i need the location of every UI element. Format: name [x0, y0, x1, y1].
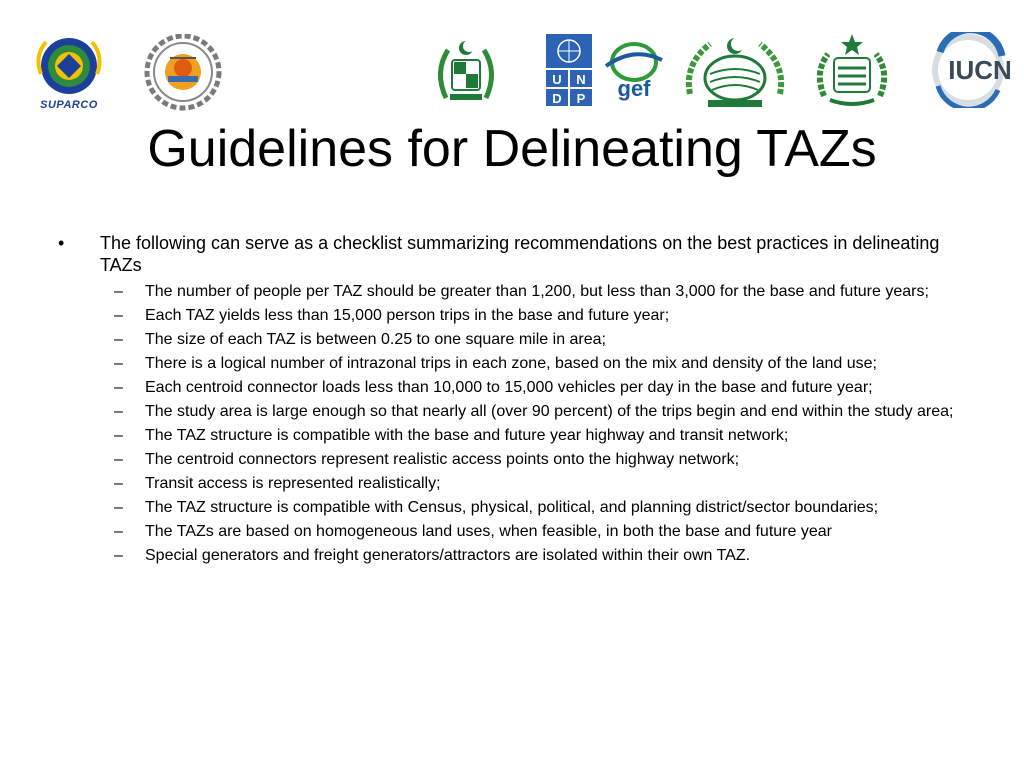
punjab-emblem: [680, 34, 790, 110]
dash-mark: –: [114, 499, 123, 516]
dash-mark: –: [114, 307, 123, 324]
pakistan-emblem: [428, 36, 504, 112]
checklist-item-text: The number of people per TAZ should be greater than 1,200, but less than 3,000 for the base and future years;: [145, 283, 929, 300]
undp-letter-n: N: [576, 72, 586, 87]
undp-logo: [546, 34, 592, 106]
checklist-item: [58, 426, 978, 445]
iucn-label: IUCN: [948, 55, 1012, 85]
dash-mark: –: [114, 331, 123, 348]
checklist-item: [58, 498, 978, 517]
checklist-item-text: The size of each TAZ is between 0.25 to one square mile in area;: [145, 331, 606, 348]
iucn-emblem-icon: [924, 32, 1020, 108]
dash-mark: –: [114, 355, 123, 372]
dash-mark: –: [114, 427, 123, 444]
logo-bar: [0, 28, 1024, 112]
dash-mark: –: [114, 451, 123, 468]
checklist-item-text: Special generators and freight generators/attractors are isolated within their own TAZ.: [145, 547, 751, 564]
dash-mark: –: [114, 475, 123, 492]
suparco-logo: [24, 36, 114, 112]
checklist-item-text: The TAZ structure is compatible with the base and future year highway and transit network;: [145, 427, 789, 444]
dash-mark: –: [114, 547, 123, 564]
checklist-item-text: There is a logical number of intrazonal trips in each zone, based on the mix and density of the land use;: [145, 355, 877, 372]
checklist-item: [58, 378, 978, 397]
checklist-item-text: The TAZs are based on homogeneous land uses, when feasible, in both the base and future year: [145, 523, 832, 540]
checklist-item: [58, 354, 978, 373]
checklist-item-text: The study area is large enough so that nearly all (over 90 percent) of the trips begin and end within the study area;: [145, 403, 954, 420]
suparco-label: SUPARCO: [40, 99, 98, 111]
checklist-item: [58, 474, 978, 493]
checklist-item: [58, 546, 978, 565]
star-wreath-emblem-icon: [812, 32, 892, 110]
checklist-item-text: Transit access is represented realistically;: [145, 475, 441, 492]
engineering-university-seal: [140, 34, 226, 112]
slide-title: Guidelines for Delineating TAZs: [147, 120, 877, 178]
checklist-item: [58, 306, 978, 325]
checklist-item-text: Each TAZ yields less than 15,000 person trips in the base and future year;: [145, 307, 670, 324]
checklist-item: [58, 330, 978, 349]
checklist-item-text: Each centroid connector loads less than 10,000 to 15,000 vehicles per day in the base and future year;: [145, 379, 873, 396]
undp-emblem-icon: [546, 34, 592, 106]
dash-mark: –: [114, 379, 123, 396]
sindh-emblem: [812, 32, 892, 110]
dash-mark: –: [114, 283, 123, 300]
dash-mark: –: [114, 523, 123, 540]
suparco-emblem-icon: [24, 36, 114, 98]
bullet-mark: •: [58, 233, 65, 253]
gef-label: gef: [617, 76, 651, 101]
checklist-item: [58, 450, 978, 469]
checklist-item-text: The TAZ structure is compatible with Census, physical, political, and planning district/sector boundaries;: [145, 499, 879, 516]
iucn-logo: [924, 32, 1020, 108]
main-bullet: [58, 232, 978, 276]
main-bullet-text: The following can serve as a checklist summarizing recommendations on the best practices in delineating TAZs: [100, 233, 940, 275]
slide-content: [58, 232, 978, 570]
gef-globe-icon: [600, 40, 668, 104]
checklist-item: [58, 402, 978, 421]
checklist-item-text: The centroid connectors represent realistic access points onto the highway network;: [145, 451, 740, 468]
undp-letter-u: U: [552, 72, 562, 87]
gear-seal-icon: [140, 34, 226, 112]
checklist-item: [58, 282, 978, 301]
undp-letter-p: P: [576, 91, 586, 106]
checklist: [58, 282, 978, 565]
wheat-crescent-emblem-icon: [680, 34, 790, 110]
crescent-star-emblem-icon: [428, 36, 504, 108]
dash-mark: –: [114, 403, 123, 420]
gef-logo: [600, 40, 668, 104]
checklist-item: [58, 522, 978, 541]
undp-letter-d: D: [552, 91, 562, 106]
